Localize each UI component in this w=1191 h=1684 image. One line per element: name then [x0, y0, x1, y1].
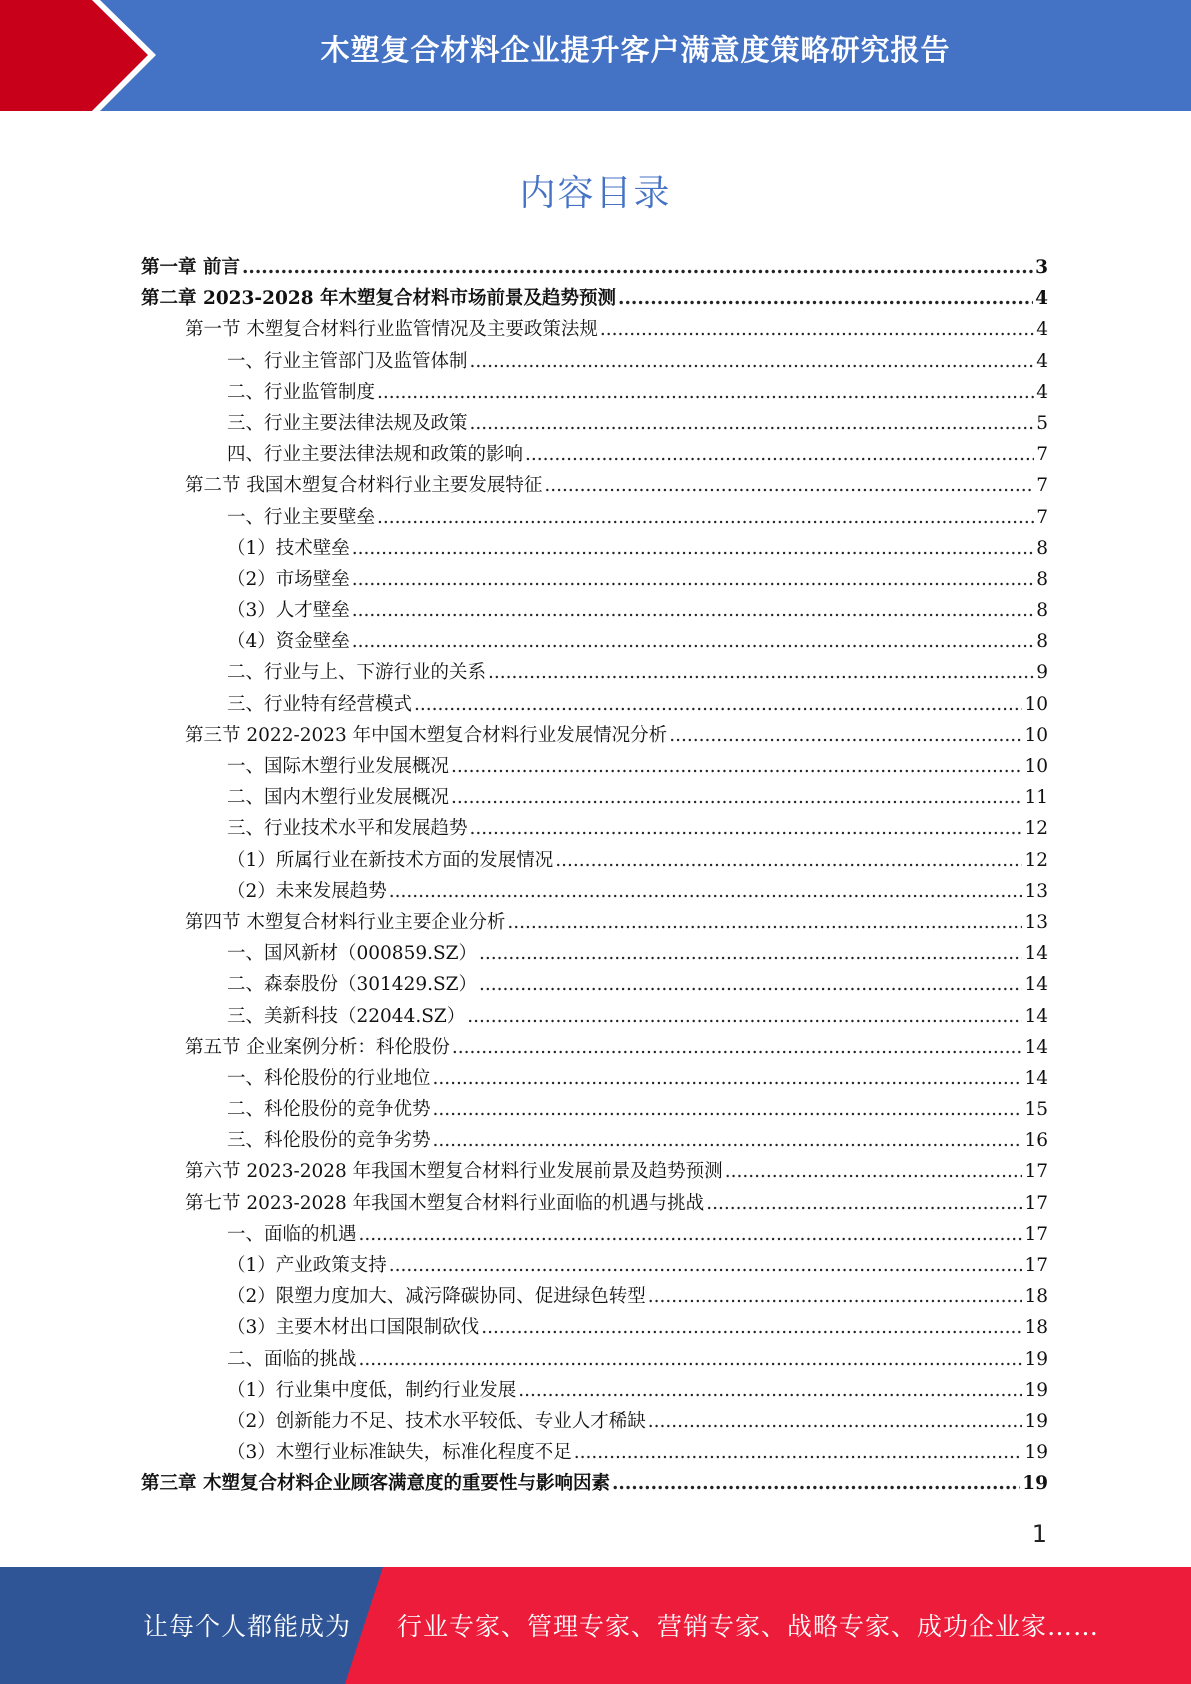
- toc-entry[interactable]: [141, 1095, 1048, 1126]
- toc-entry[interactable]: [141, 409, 1048, 440]
- toc-entry[interactable]: [141, 440, 1048, 471]
- toc-entry-title: 一、国风新材（000859.SZ）: [227, 943, 478, 965]
- toc-entry[interactable]: [141, 1220, 1048, 1251]
- toc-entry-title: 一、行业主管部门及监管体制: [227, 350, 468, 372]
- toc-entry[interactable]: [141, 846, 1048, 877]
- toc-entry[interactable]: [141, 908, 1048, 939]
- toc-leader-dots: [352, 631, 1034, 652]
- toc-entry[interactable]: [141, 690, 1048, 721]
- toc-entry-page: 4: [1036, 350, 1048, 372]
- toc-leader-dots: [452, 1037, 1023, 1058]
- toc-entry-title: 第三章 木塑复合材料企业顾客满意度的重要性与影响因素: [141, 1473, 610, 1495]
- toc-entry-title: 一、国际木塑行业发展概况: [227, 756, 450, 777]
- toc-entry-title: 三、行业主要法律法规及政策: [227, 412, 468, 434]
- toc-entry[interactable]: [141, 1469, 1048, 1500]
- toc-entry-page: 19: [1022, 1473, 1048, 1495]
- toc-entry-page: 19: [1024, 1410, 1048, 1432]
- toc-entry[interactable]: [141, 1189, 1048, 1220]
- toc-entry-page: 17: [1024, 1192, 1048, 1214]
- toc-entry-page: 19: [1024, 1348, 1048, 1370]
- toc-leader-dots: [377, 507, 1034, 528]
- toc-entry[interactable]: [141, 1157, 1048, 1188]
- toc-entry-title: 一、面临的机遇: [227, 1223, 357, 1245]
- toc-entry[interactable]: [141, 284, 1048, 315]
- toc-entry[interactable]: [141, 721, 1048, 752]
- toc-entry[interactable]: [141, 939, 1048, 970]
- toc-leader-dots: [470, 413, 1035, 434]
- footer-slogan-right: 行业专家、管理专家、营销专家、战略专家、成功企业家……: [397, 1612, 1100, 1641]
- toc-entry-page: 10: [1024, 756, 1048, 777]
- toc-leader-dots: [470, 818, 1023, 839]
- toc-entry[interactable]: [141, 503, 1048, 534]
- toc-entry-title: 四、行业主要法律法规和政策的影响: [227, 444, 524, 466]
- toc-leader-dots: [433, 1130, 1023, 1151]
- toc-entry[interactable]: [141, 627, 1048, 658]
- toc-entry[interactable]: [141, 534, 1048, 565]
- toc-entry-page: 4: [1036, 319, 1048, 341]
- toc-entry-page: 17: [1024, 1223, 1048, 1245]
- toc-entry[interactable]: [141, 1002, 1048, 1033]
- toc-entry-page: 10: [1024, 693, 1048, 715]
- toc-entry-page: 19: [1024, 1442, 1048, 1464]
- toc-leader-dots: [467, 1006, 1022, 1027]
- toc-entry[interactable]: [141, 1251, 1048, 1282]
- toc-leader-dots: [669, 725, 1022, 746]
- toc-entry[interactable]: [141, 1282, 1048, 1313]
- toc-leader-dots: [352, 600, 1034, 621]
- toc-entry[interactable]: [141, 1313, 1048, 1344]
- toc-leader-dots: [555, 850, 1022, 871]
- toc-entry-title: 一、行业主要壁垒: [227, 506, 376, 528]
- toc-entry-title: （2）未来发展趋势: [227, 880, 387, 902]
- toc-leader-dots: [618, 288, 1033, 309]
- toc-entry[interactable]: [141, 1064, 1048, 1095]
- toc-entry-page: 7: [1036, 444, 1048, 466]
- toc-entry-page: 14: [1024, 1036, 1048, 1058]
- toc-leader-dots: [612, 1473, 1020, 1494]
- toc-entry-title: 二、面临的挑战: [227, 1348, 357, 1370]
- toc-entry-title: 第七节 2023-2028 年我国木塑复合材料行业面临的机遇与挑战: [185, 1192, 705, 1214]
- toc-leader-dots: [242, 257, 1033, 278]
- table-of-contents: [141, 253, 1048, 1501]
- toc-entry[interactable]: [141, 596, 1048, 627]
- toc-entry-page: 18: [1024, 1317, 1048, 1339]
- toc-entry-title: 三、行业技术水平和发展趋势: [227, 818, 468, 840]
- toc-entry[interactable]: [141, 1438, 1048, 1469]
- toc-entry-title: 二、行业监管制度: [227, 381, 376, 403]
- footer-banner: [0, 1567, 1191, 1684]
- toc-entry-title: 第一章 前言: [141, 257, 240, 278]
- toc-entry-title: （1）产业政策支持: [227, 1255, 387, 1276]
- toc-entry-page: 8: [1036, 600, 1048, 622]
- toc-leader-dots: [488, 662, 1034, 683]
- toc-entry-title: （4）资金壁垒: [227, 631, 350, 653]
- toc-entry-page: 4: [1036, 381, 1048, 403]
- toc-leader-dots: [479, 974, 1022, 995]
- toc-leader-dots: [389, 881, 1023, 902]
- toc-entry-title: 一、科伦股份的行业地位: [227, 1067, 431, 1089]
- toc-leader-dots: [525, 444, 1034, 465]
- toc-leader-dots: [648, 1411, 1023, 1432]
- toc-entry-page: 17: [1024, 1161, 1048, 1183]
- footer-slogan-left: 让每个人都能成为: [143, 1612, 352, 1641]
- toc-entry-page: 19: [1024, 1379, 1048, 1401]
- toc-leader-dots: [359, 1349, 1023, 1370]
- toc-entry-title: 二、森泰股份（301429.SZ）: [227, 974, 478, 996]
- toc-entry[interactable]: [141, 970, 1048, 1001]
- toc-entry-page: 15: [1024, 1099, 1048, 1121]
- toc-entry-title: （3）木塑行业标准缺失，标准化程度不足: [227, 1442, 572, 1464]
- toc-entry-page: 5: [1036, 412, 1048, 434]
- toc-entry-page: 7: [1036, 475, 1048, 497]
- toc-entry-title: 三、行业特有经营模式: [227, 693, 413, 715]
- toc-entry-title: 第五节 企业案例分析：科伦股份: [185, 1036, 450, 1058]
- toc-entry-page: 13: [1024, 911, 1048, 933]
- toc-entry[interactable]: [141, 814, 1048, 845]
- toc-entry-page: 14: [1024, 1067, 1048, 1089]
- toc-leader-dots: [648, 1286, 1023, 1307]
- toc-entry-title: 第二节 我国木塑复合材料行业主要发展特征: [185, 475, 543, 497]
- toc-entry-title: 第四节 木塑复合材料行业主要企业分析: [185, 911, 506, 933]
- toc-entry-title: 三、美新科技（22044.SZ）: [227, 1005, 466, 1027]
- toc-entry-page: 11: [1024, 787, 1048, 809]
- toc-entry[interactable]: [141, 1345, 1048, 1376]
- toc-entry[interactable]: [141, 315, 1048, 346]
- toc-entry-page: 14: [1024, 943, 1048, 965]
- toc-entry-title: （1）行业集中度低，制约行业发展: [227, 1379, 517, 1401]
- toc-entry-title: 二、国内木塑行业发展概况: [227, 787, 450, 809]
- toc-entry-title: （2）市场壁垒: [227, 568, 350, 590]
- toc-leader-dots: [481, 1317, 1022, 1338]
- toc-leader-dots: [451, 756, 1022, 777]
- toc-entry-title: 第一节 木塑复合材料行业监管情况及主要政策法规: [185, 319, 598, 341]
- toc-leader-dots: [352, 569, 1034, 590]
- toc-leader-dots: [600, 319, 1034, 340]
- toc-entry-page: 4: [1035, 288, 1048, 310]
- toc-leader-dots: [507, 912, 1022, 933]
- toc-entry-page: 8: [1036, 631, 1048, 653]
- toc-leader-dots: [479, 943, 1022, 964]
- header-banner: [0, 0, 1191, 111]
- toc-leader-dots: [414, 694, 1022, 715]
- toc-entry-page: 10: [1024, 724, 1048, 746]
- toc-heading: 内容目录: [519, 173, 672, 214]
- toc-entry-page: 12: [1024, 818, 1048, 840]
- toc-entry-page: 14: [1024, 1005, 1048, 1027]
- toc-entry-title: （2）限塑力度加大、减污降碳协同、促进绿色转型: [227, 1286, 646, 1308]
- toc-entry[interactable]: [141, 1126, 1048, 1157]
- page-number: 1: [1031, 1520, 1047, 1548]
- toc-entry[interactable]: [141, 877, 1048, 908]
- toc-entry-page: 17: [1024, 1255, 1048, 1276]
- toc-leader-dots: [574, 1442, 1023, 1463]
- toc-leader-dots: [706, 1193, 1022, 1214]
- toc-entry[interactable]: [141, 565, 1048, 596]
- toc-entry-title: （1）所属行业在新技术方面的发展情况: [227, 849, 554, 871]
- toc-entry-page: 16: [1024, 1130, 1048, 1152]
- toc-entry-title: （2）创新能力不足、技术水平较低、专业人才稀缺: [227, 1410, 646, 1432]
- toc-entry-page: 14: [1024, 974, 1048, 996]
- toc-leader-dots: [377, 382, 1034, 403]
- toc-entry-title: 第六节 2023-2028 年我国木塑复合材料行业发展前景及趋势预测: [185, 1161, 723, 1183]
- toc-entry-title: 二、科伦股份的竞争优势: [227, 1099, 431, 1121]
- toc-entry-title: 三、科伦股份的竞争劣势: [227, 1130, 431, 1152]
- toc-entry[interactable]: [141, 471, 1048, 502]
- toc-entry-title: 二、行业与上、下游行业的关系: [227, 662, 487, 684]
- toc-entry-page: 7: [1036, 506, 1048, 528]
- toc-entry-title: 第三节 2022-2023 年中国木塑复合材料行业发展情况分析: [185, 724, 668, 746]
- report-title: 木塑复合材料企业提升客户满意度策略研究报告: [320, 33, 951, 67]
- toc-leader-dots: [451, 787, 1022, 808]
- toc-entry-title: （3）主要木材出口国限制砍伐: [227, 1317, 480, 1339]
- toc-entry-page: 12: [1024, 849, 1048, 871]
- toc-entry[interactable]: [141, 1376, 1048, 1407]
- toc-entry[interactable]: [141, 347, 1048, 378]
- toc-entry-page: 3: [1035, 257, 1048, 278]
- toc-leader-dots: [544, 475, 1034, 496]
- toc-entry-page: 8: [1036, 537, 1048, 559]
- toc-entry[interactable]: [141, 1033, 1048, 1064]
- toc-leader-dots: [518, 1380, 1022, 1401]
- toc-entry[interactable]: [141, 1407, 1048, 1438]
- toc-leader-dots: [433, 1099, 1023, 1120]
- toc-entry[interactable]: [141, 253, 1048, 284]
- toc-entry-page: 13: [1024, 880, 1048, 902]
- toc-leader-dots: [470, 351, 1035, 372]
- toc-entry[interactable]: [141, 783, 1048, 814]
- toc-entry-page: 9: [1036, 662, 1048, 684]
- toc-leader-dots: [433, 1068, 1023, 1089]
- toc-leader-dots: [725, 1161, 1023, 1182]
- toc-entry-page: 18: [1024, 1286, 1048, 1308]
- toc-leader-dots: [359, 1224, 1023, 1245]
- toc-entry[interactable]: [141, 752, 1048, 783]
- toc-entry-page: 8: [1036, 568, 1048, 590]
- toc-entry-title: （3）人才壁垒: [227, 600, 350, 622]
- toc-entry[interactable]: [141, 658, 1048, 689]
- toc-entry-title: （1）技术壁垒: [227, 537, 350, 559]
- toc-leader-dots: [352, 538, 1034, 559]
- toc-entry-title: 第二章 2023-2028 年木塑复合材料市场前景及趋势预测: [141, 288, 617, 310]
- toc-entry[interactable]: [141, 378, 1048, 409]
- toc-leader-dots: [389, 1255, 1023, 1276]
